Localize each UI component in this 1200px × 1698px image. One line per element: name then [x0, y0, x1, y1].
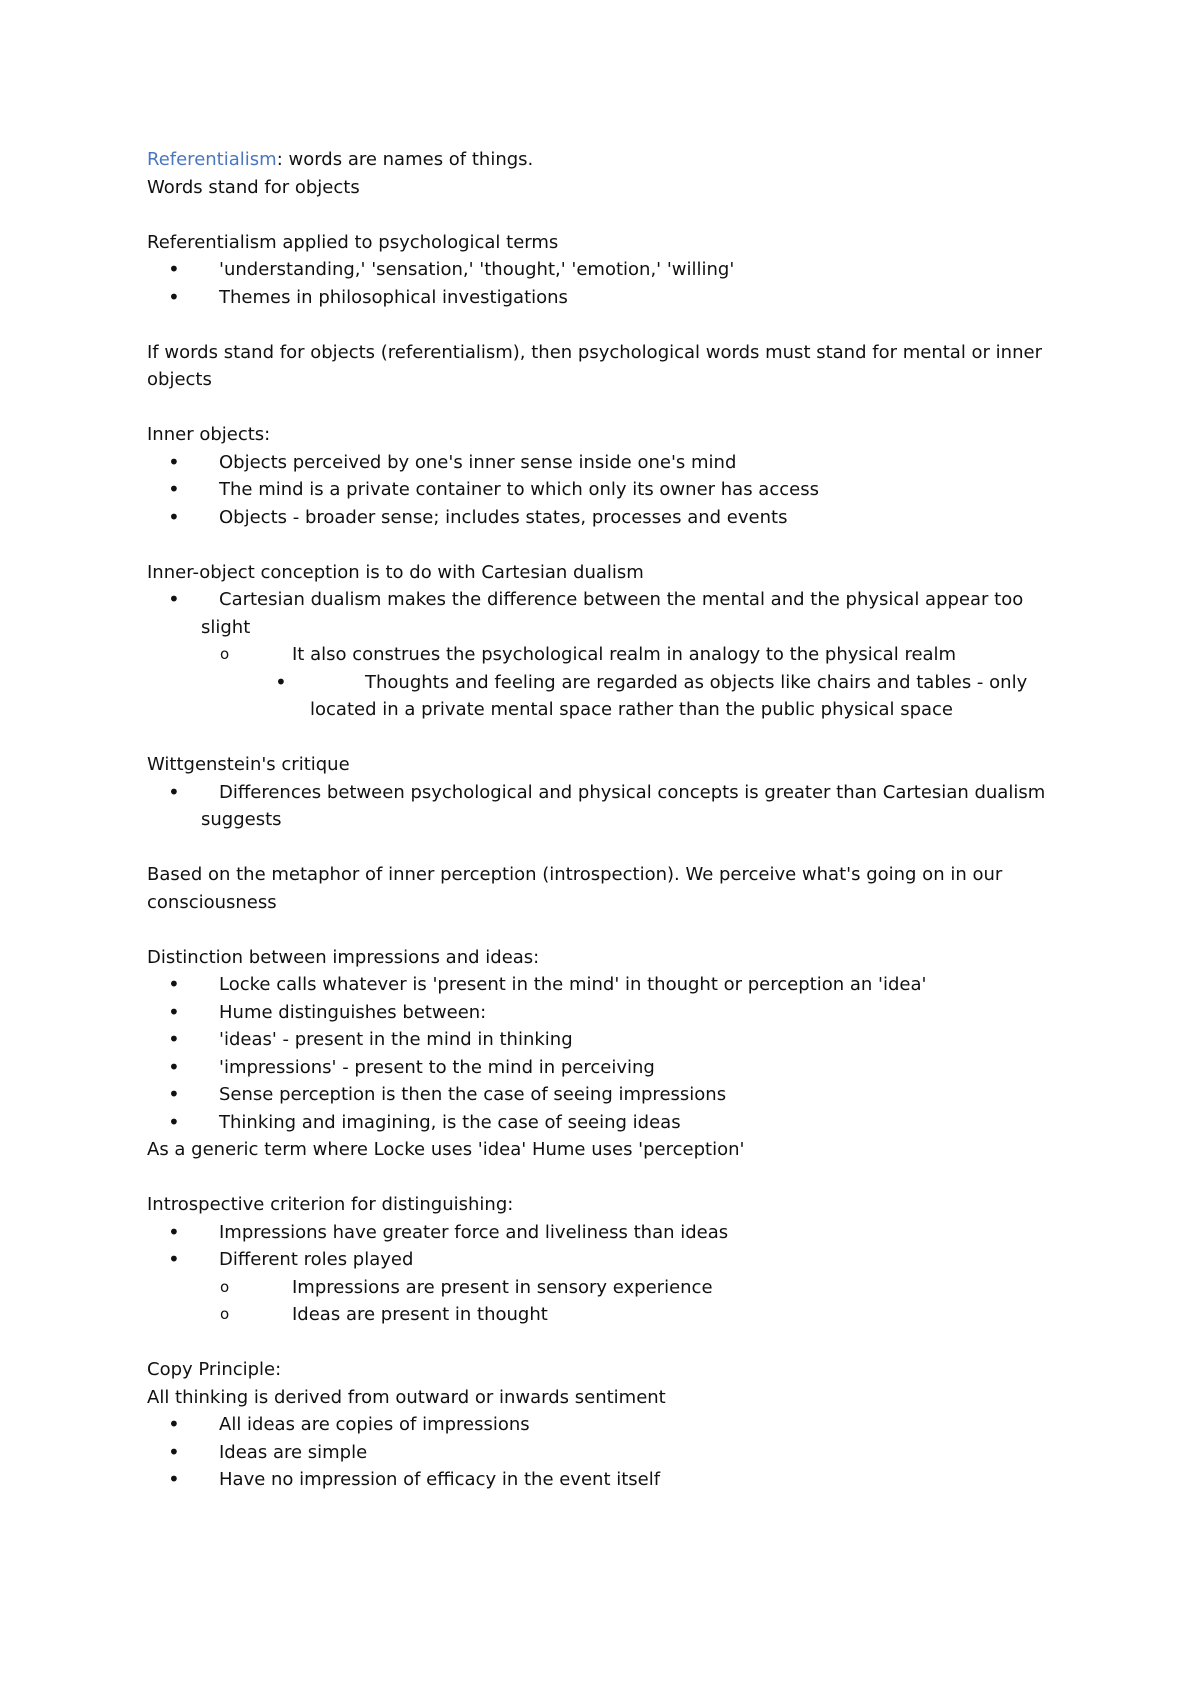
bullet-marker: •: [168, 284, 180, 309]
document-page: [147, 146, 1067, 1494]
bullet-marker: •: [168, 972, 180, 996]
bullet-marker: •: [168, 504, 180, 529]
paragraph-continued: objects: [147, 369, 212, 390]
list-item: • Themes in philosophical investigations: [147, 284, 1067, 312]
bullet-marker: •: [275, 669, 287, 694]
section-heading: Referentialism applied to psychological terms: [147, 231, 559, 253]
section-heading: Introspective criterion for distinguishing:: [147, 1194, 514, 1215]
list-item: • Locke calls whatever is 'present in the mind' in thought or perception an 'idea': [147, 971, 1067, 999]
list-item: • All ideas are copies of impressions: [147, 1411, 1067, 1439]
list-item: • The mind is a private container to which only its owner has access: [147, 476, 1067, 504]
section-heading: Inner-object conception is to do with Cartesian dualism: [147, 561, 644, 583]
list-item: • 'impressions' - present to the mind in perceiving: [147, 1054, 1067, 1082]
list-item: • Different roles played: [147, 1246, 1067, 1274]
bullet-marker: •: [168, 1439, 180, 1464]
circle-marker: o: [220, 1277, 230, 1296]
paragraph: If words stand for objects (referentialism), then psychological words must stand for mental or inner: [147, 341, 1042, 363]
paragraph: All thinking is derived from outward or inwards sentiment: [147, 1386, 666, 1408]
bullet-marker: •: [168, 257, 180, 281]
referentialism-term: Referentialism: [147, 149, 277, 170]
circle-marker: o: [220, 645, 230, 663]
list-item: • Thinking and imagining, is the case of seeing ideas: [147, 1109, 1067, 1137]
bullet-marker: •: [168, 449, 180, 474]
list-item: • Objects - broader sense; includes states, processes and events: [147, 504, 1067, 532]
section-heading: Distinction between impressions and ideas:: [147, 946, 540, 968]
bullet-marker: •: [168, 1109, 180, 1134]
paragraph-continued: consciousness: [147, 891, 277, 913]
list-item: • Differences between psychological and physical concepts is greater than Cartesian dualism suggests: [168, 779, 1046, 830]
bullet-marker: •: [168, 1027, 180, 1051]
bullet-marker: •: [168, 587, 180, 611]
bullet-marker: •: [168, 1054, 180, 1079]
bullet-marker: •: [168, 1219, 180, 1244]
paragraph: Based on the metaphor of inner perception (introspection). We perceive what's going on in our: [147, 864, 1003, 885]
list-item: • 'understanding,' 'sensation,' 'thought,' 'emotion,' 'willing': [147, 256, 1067, 284]
list-item: • Sense perception is then the case of seeing impressions: [147, 1081, 1067, 1109]
circle-marker: o: [220, 1305, 230, 1323]
paragraph: As a generic term where Locke uses 'idea' Hume uses 'perception': [147, 1139, 745, 1160]
bullet-marker: •: [168, 999, 180, 1024]
list-item: • Ideas are simple: [147, 1439, 1067, 1467]
intro-line: [147, 146, 1067, 174]
list-item: • Objects perceived by one's inner sense inside one's mind: [147, 449, 1067, 477]
intro-definition: : words are names of things.: [276, 149, 534, 170]
bullet-marker: •: [168, 1412, 180, 1436]
bullet-marker: •: [168, 477, 180, 501]
list-item: • 'ideas' - present in the mind in thinking: [147, 1026, 1067, 1054]
section-heading: Copy Principle:: [147, 1359, 282, 1380]
intro-line-2: Words stand for objects: [147, 176, 360, 198]
sub-list-item: o Ideas are present in thought: [147, 1301, 1067, 1329]
sub-list-item: o It also construes the psychological realm in analogy to the physical realm: [147, 641, 1067, 669]
list-item: • Cartesian dualism makes the difference between the mental and the physical appear too slight: [168, 587, 1024, 638]
bullet-marker: •: [168, 1467, 180, 1491]
list-item: • Impressions have greater force and liveliness than ideas: [147, 1219, 1067, 1247]
bullet-marker: •: [168, 1247, 180, 1271]
sub-list-item: o Impressions are present in sensory experience: [147, 1274, 1067, 1302]
bullet-marker: •: [168, 779, 180, 804]
list-item: • Have no impression of efficacy in the event itself: [147, 1466, 1067, 1494]
section-heading: Inner objects:: [147, 424, 271, 445]
list-item: • Hume distinguishes between:: [147, 999, 1067, 1027]
bullet-marker: •: [168, 1082, 180, 1106]
sub-sub-list-item: • Thoughts and feeling are regarded as objects like chairs and tables - only located in a private mental space rather than the public physical space: [275, 669, 1028, 720]
section-heading: Wittgenstein's critique: [147, 754, 350, 775]
